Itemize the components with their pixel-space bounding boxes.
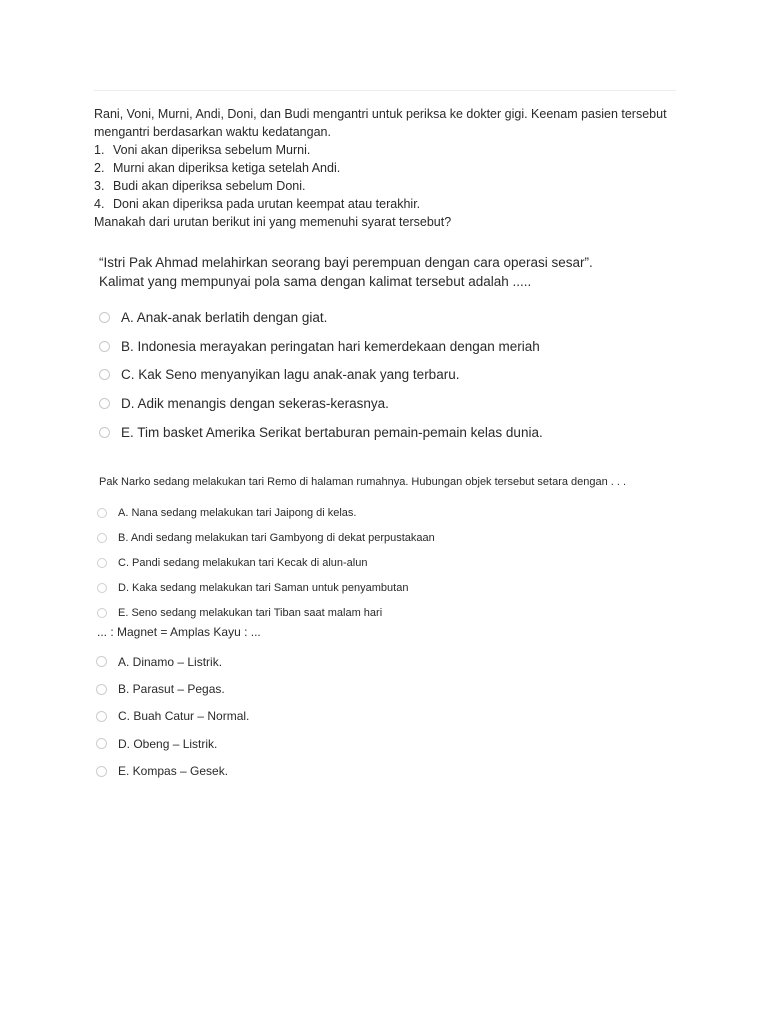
- condition-item: [94, 159, 684, 177]
- option-a[interactable]: [97, 500, 435, 525]
- option-label: D. Kaka sedang melakukan tari Saman untuk penyambutan: [118, 581, 409, 594]
- option-label: B. Andi sedang melakukan tari Gambyong di dekat perpustakaan: [118, 531, 435, 544]
- condition-item: [94, 195, 684, 213]
- top-divider: [94, 90, 676, 91]
- question-4-stem: ... : Magnet = Amplas Kayu : ...: [97, 625, 261, 639]
- option-label: A. Dinamo – Listrik.: [118, 654, 223, 669]
- option-label: C. Buah Catur – Normal.: [118, 709, 250, 724]
- question-4-options: [96, 648, 249, 785]
- option-label: C. Pandi sedang melakukan tari Kecak di alun-alun: [118, 556, 368, 569]
- radio-button-icon[interactable]: [96, 766, 107, 777]
- option-d[interactable]: [99, 389, 543, 418]
- option-b[interactable]: [99, 332, 543, 361]
- radio-button-icon[interactable]: [97, 608, 107, 618]
- radio-button-icon[interactable]: [99, 312, 110, 323]
- condition-number: 2.: [94, 161, 105, 175]
- option-label: B. Indonesia merayakan peringatan hari kemerdekaan dengan meriah: [121, 338, 540, 354]
- question-1-intro-line-1: Rani, Voni, Murni, Andi, Doni, dan Budi mengantri untuk periksa ke dokter gigi. Keenam pasien tersebut: [94, 107, 667, 121]
- option-label: E. Tim basket Amerika Serikat bertaburan pemain-pemain kelas dunia.: [121, 424, 543, 440]
- option-b[interactable]: [97, 525, 435, 550]
- radio-button-icon[interactable]: [96, 711, 107, 722]
- option-label: B. Parasut – Pegas.: [118, 682, 225, 697]
- question-1-prompt: Manakah dari urutan berikut ini yang memenuhi syarat tersebut?: [94, 215, 452, 229]
- option-c[interactable]: [99, 360, 543, 389]
- condition-text: Budi akan diperiksa sebelum Doni.: [113, 179, 306, 193]
- option-e[interactable]: [96, 758, 249, 785]
- question-2-stem-line-1: “Istri Pak Ahmad melahirkan seorang bayi perempuan dengan cara operasi sesar”.: [99, 255, 593, 270]
- radio-button-icon[interactable]: [96, 738, 107, 749]
- question-1-intro-line-2: mengantri berdasarkan waktu kedatangan.: [94, 125, 331, 139]
- option-label: E. Seno sedang melakukan tari Tiban saat malam hari: [118, 606, 383, 619]
- option-label: D. Adik menangis dengan sekeras-kerasnya.: [121, 395, 389, 411]
- option-label: D. Obeng – Listrik.: [118, 736, 218, 751]
- condition-text: Doni akan diperiksa pada urutan keempat atau terakhir.: [113, 197, 421, 211]
- option-label: E. Kompas – Gesek.: [118, 764, 229, 779]
- condition-text: Murni akan diperiksa ketiga setelah Andi.: [113, 161, 341, 175]
- option-a[interactable]: [99, 303, 543, 332]
- question-2: [99, 253, 699, 291]
- radio-button-icon[interactable]: [96, 656, 107, 667]
- condition-number: 4.: [94, 197, 105, 211]
- option-c[interactable]: [96, 703, 249, 730]
- option-label: C. Kak Seno menyanyikan lagu anak-anak yang terbaru.: [121, 367, 460, 383]
- option-e[interactable]: [99, 418, 543, 447]
- option-a[interactable]: [96, 648, 249, 675]
- condition-number: 3.: [94, 179, 105, 193]
- option-d[interactable]: [97, 575, 435, 600]
- condition-item: [94, 141, 684, 159]
- option-label: A. Anak-anak berlatih dengan giat.: [121, 309, 328, 325]
- radio-button-icon[interactable]: [97, 558, 107, 568]
- question-2-stem-line-2: Kalimat yang mempunyai pola sama dengan kalimat tersebut adalah .....: [99, 274, 532, 289]
- condition-text: Voni akan diperiksa sebelum Murni.: [113, 143, 311, 157]
- radio-button-icon[interactable]: [96, 684, 107, 695]
- radio-button-icon[interactable]: [99, 398, 110, 409]
- radio-button-icon[interactable]: [97, 508, 107, 518]
- question-3-options: [97, 500, 435, 625]
- question-1: [94, 105, 684, 231]
- option-b[interactable]: [96, 675, 249, 702]
- radio-button-icon[interactable]: [99, 369, 110, 380]
- question-2-options: [99, 303, 543, 446]
- option-label: A. Nana sedang melakukan tari Jaipong di kelas.: [118, 506, 357, 519]
- condition-number: 1.: [94, 143, 105, 157]
- radio-button-icon[interactable]: [99, 341, 110, 352]
- condition-item: [94, 177, 684, 195]
- question-3-stem: Pak Narko sedang melakukan tari Remo di halaman rumahnya. Hubungan objek tersebut setara dengan . . .: [99, 476, 627, 488]
- option-c[interactable]: [97, 550, 435, 575]
- option-d[interactable]: [96, 730, 249, 757]
- radio-button-icon[interactable]: [97, 533, 107, 543]
- radio-button-icon[interactable]: [99, 427, 110, 438]
- radio-button-icon[interactable]: [97, 583, 107, 593]
- option-e[interactable]: [97, 600, 435, 625]
